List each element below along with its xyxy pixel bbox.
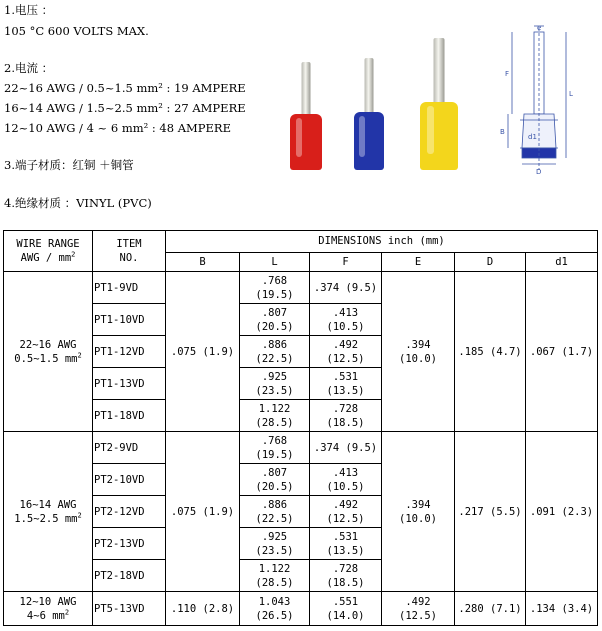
item-no-cell: PT2-9VD	[93, 432, 166, 464]
item-no-cell: PT1-9VD	[93, 272, 166, 304]
table-row	[4, 432, 598, 464]
dimension-drawing	[494, 24, 584, 176]
f-cell: .492 (12.5)	[310, 496, 382, 528]
drawing-svg	[494, 24, 584, 176]
header-d: D	[455, 252, 526, 271]
l-cell: .925 (23.5)	[240, 368, 310, 400]
f-cell: .374 (9.5)	[310, 272, 382, 304]
f-cell: .728 (18.5)	[310, 560, 382, 592]
d1-cell: .091 (2.3)	[526, 432, 598, 592]
d-cell: .185 (4.7)	[455, 272, 526, 432]
wire-range-cell: 12~10 AWG 4~6 $mm^2$	[4, 592, 93, 626]
header-dimensions: DIMENSIONS inch (mm)	[166, 231, 598, 253]
drawing-label-l: L	[569, 90, 573, 98]
l-cell: .807 (20.5)	[240, 464, 310, 496]
e-cell: .394 (10.0)	[382, 432, 455, 592]
header-wire-range-label: WIRE RANGE	[16, 238, 80, 250]
item-no-cell: PT1-12VD	[93, 336, 166, 368]
dimension-table	[3, 230, 598, 626]
d-cell: .217 (5.5)	[455, 432, 526, 592]
wire-range-cell: 22~16 AWG 0.5~1.5 $mm^2$	[4, 272, 93, 432]
header-b: B	[166, 252, 240, 271]
terminal-material: 3.端子材质：红铜 ＋铜管	[4, 158, 134, 172]
e-cell: .394 (10.0)	[382, 272, 455, 432]
f-cell: .413 (10.5)	[310, 304, 382, 336]
e-cell: .492 (12.5)	[382, 592, 455, 626]
item-no-cell: PT1-10VD	[93, 304, 166, 336]
d1-cell: .067 (1.7)	[526, 272, 598, 432]
header-item-unit: NO.	[119, 252, 139, 264]
header-wire-range	[4, 231, 93, 272]
drawing-label-b: B	[500, 128, 505, 136]
item-no-cell: PT1-18VD	[93, 400, 166, 432]
voltage-heading: 1.电压 ：	[4, 3, 54, 17]
header-d1: d1	[526, 252, 598, 271]
drawing-label-d1: d1	[528, 133, 537, 141]
wire-range-cell: 16~14 AWG 1.5~2.5 $mm^2$	[4, 432, 93, 592]
l-cell: .768 (19.5)	[240, 272, 310, 304]
f-cell: .531 (13.5)	[310, 368, 382, 400]
l-cell: .886 (22.5)	[240, 336, 310, 368]
header-item-label: ITEM	[116, 238, 142, 250]
b-cell: .075 (1.9)	[166, 432, 240, 592]
item-no-cell: PT2-18VD	[93, 560, 166, 592]
f-cell: .492 (12.5)	[310, 336, 382, 368]
drawing-label-f: F	[505, 70, 510, 78]
l-cell: 1.122 (28.5)	[240, 560, 310, 592]
header-wire-range-unit: AWG / $mm^2$	[20, 250, 76, 264]
f-cell: .728 (18.5)	[310, 400, 382, 432]
red-pin-terminal	[290, 60, 322, 170]
yellow-pin-terminal	[420, 36, 458, 170]
insulation-material: 4.绝缘材质 ：VINYL (PVC)	[4, 196, 152, 210]
current-line-3: 12~10 AWG / 4 ~ 6 mm² : 48 AMPERE	[4, 121, 231, 135]
f-cell: .551 (14.0)	[310, 592, 382, 626]
l-cell: 1.122 (28.5)	[240, 400, 310, 432]
l-cell: .768 (19.5)	[240, 432, 310, 464]
item-no-cell: PT2-13VD	[93, 528, 166, 560]
table-row	[4, 592, 598, 626]
f-cell: .531 (13.5)	[310, 528, 382, 560]
current-heading: 2.电流 ：	[4, 61, 54, 75]
d1-cell: .134 (3.4)	[526, 592, 598, 626]
header-item-no	[93, 231, 166, 272]
b-cell: .110 (2.8)	[166, 592, 240, 626]
l-cell: .925 (23.5)	[240, 528, 310, 560]
header-e: E	[382, 252, 455, 271]
b-cell: .075 (1.9)	[166, 272, 240, 432]
l-cell: .886 (22.5)	[240, 496, 310, 528]
drawing-label-d: D	[536, 168, 542, 176]
l-cell: .807 (20.5)	[240, 304, 310, 336]
item-no-cell: PT1-13VD	[93, 368, 166, 400]
f-cell: .374 (9.5)	[310, 432, 382, 464]
l-cell: 1.043 (26.5)	[240, 592, 310, 626]
voltage-value: 105 °C 600 VOLTS MAX.	[4, 24, 149, 38]
drawing-label-e: e	[537, 24, 542, 32]
current-line-1: 22~16 AWG / 0.5~1.5 mm² : 19 AMPERE	[4, 81, 246, 95]
f-cell: .413 (10.5)	[310, 464, 382, 496]
current-line-2: 16~14 AWG / 1.5~2.5 mm² : 27 AMPERE	[4, 101, 246, 115]
product-photo	[290, 36, 470, 170]
d-cell: .280 (7.1)	[455, 592, 526, 626]
table-row	[4, 272, 598, 304]
item-no-cell: PT2-10VD	[93, 464, 166, 496]
item-no-cell: PT5-13VD	[93, 592, 166, 626]
item-no-cell: PT2-12VD	[93, 496, 166, 528]
blue-pin-terminal	[354, 56, 384, 170]
header-f: F	[310, 252, 382, 271]
header-l: L	[240, 252, 310, 271]
